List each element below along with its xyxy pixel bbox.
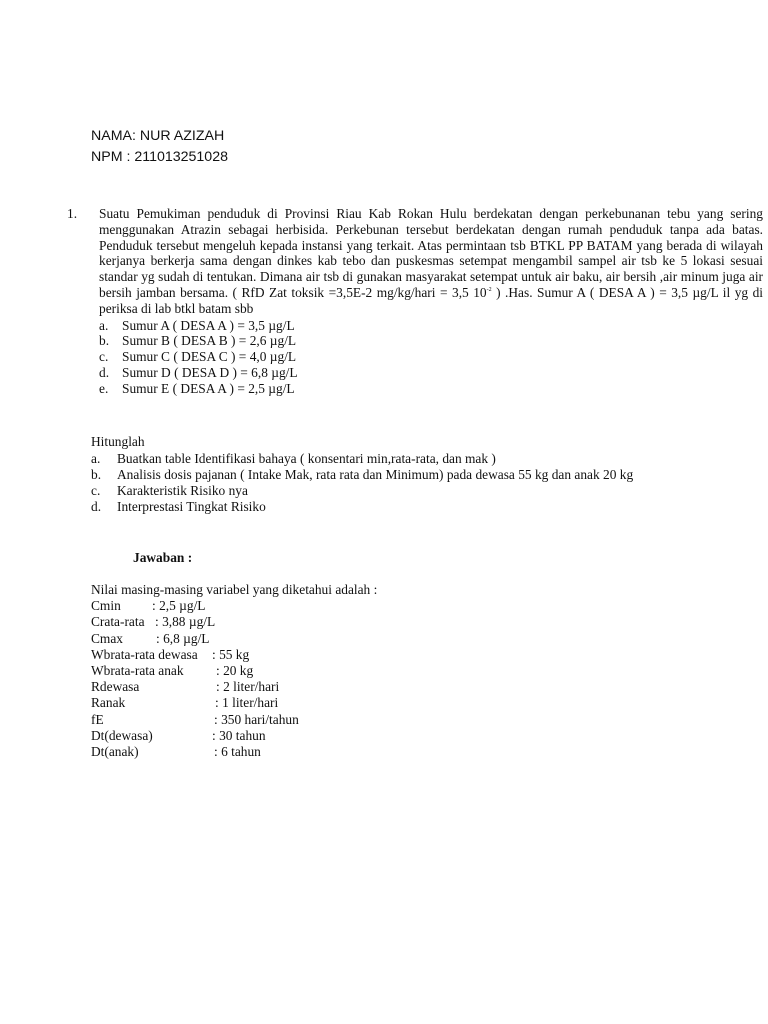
list-item [99,365,763,381]
variable-name: Cmin [91,598,121,614]
list-item [99,333,763,349]
variable-name: Dt(dewasa) [91,727,153,743]
list-item [99,318,763,334]
variable-row [91,744,377,760]
question-number: 1. [67,206,78,221]
variable-row [91,712,377,728]
list-item [91,483,691,499]
list-item [91,451,691,467]
variable-name: Crata-rata [91,614,145,630]
variable-name: fE [91,711,104,727]
variable-row [91,663,377,679]
list-item-label: a. [91,451,101,466]
list-item-label: b. [99,333,110,349]
list-item-text: Sumur B ( DESA B ) = 2,6 µg/L [122,333,297,349]
variable-row [91,631,377,647]
variable-row [91,614,377,630]
task-title: Hitunglah [91,434,145,449]
variable-value: : 2 liter/hari [216,679,280,695]
list-item-label: a. [99,317,109,333]
list-item-label: c. [91,483,101,498]
variable-value: : 55 kg [212,646,250,662]
variable-name: Cmax [91,630,123,646]
list-item-text: Karakteristik Risiko nya [117,483,248,498]
variable-value: : 350 hari/tahun [214,711,299,727]
list-item-label: c. [99,349,109,365]
task-section [91,434,691,515]
question-text-part2: ) .Has. Sumur A ( DESA A ) = 3,5 µg/L il yg di periksa di lab btkl batam sbb [99,284,763,316]
list-item-text: Sumur D ( DESA D ) = 6,8 µg/L [122,364,298,380]
list-item-text: Sumur E ( DESA A ) = 2,5 µg/L [122,380,295,396]
list-item [91,499,691,515]
question-text-part1: Suatu Pemukiman penduduk di Provinsi Riau Kab Rokan Hulu berdekatan dengan perkebunanan tebu yang sering menggunakan Atrazin sebagai herbisida. Perkebunan tersebut berdekatan dengan rumah penduduk tanpa ada batas. Penduduk tersebut mengeluh kepada instansi yang terkait. Atas permintaan tsb BTKL PP BATAM yang berada di wilayah kerjanya berkerja sama dengan dinkes kab tebo dan puskesmas setempat mengambil sampel air tsb ke 5 lokasi sesuai standar yg sudah di tentukan. Dimana air tsb di gunakan masyarakat setempat untuk air baku, air bersih ,air minum juga air bersih jamban bersama. ( RfD Zat toksik =3,5E-2 mg/kg/hari = 3,5 10 [99,206,763,300]
exponent: -2 [486,286,492,293]
student-header [91,126,228,168]
variable-row [91,728,377,744]
list-item [91,467,691,483]
variables-intro: Nilai masing-masing variabel yang diketahui adalah : [91,582,378,597]
list-item-label: d. [99,364,110,380]
variable-row [91,598,377,614]
well-sample-list [99,318,763,397]
variable-value: : 20 kg [216,662,254,678]
list-item-text: Analisis dosis pajanan ( Intake Mak, rata rata dan Minimum) pada dewasa 55 kg dan anak 20 kg [117,467,634,482]
list-item-label: d. [91,499,102,514]
variable-value: : 6 tahun [214,743,261,759]
variable-value: : 3,88 µg/L [155,614,216,630]
variable-value: : 30 tahun [212,727,266,743]
variable-name: Wbrata-rata anak [91,662,184,678]
variable-row [91,647,377,663]
list-item-label: b. [91,467,102,482]
variables-section [91,582,377,760]
list-item-text: Buatkan table Identifikasi bahaya ( konsentari min,rata-rata, dan mak ) [117,451,496,466]
list-item [99,381,763,397]
task-list [91,451,691,515]
variable-value: : 2,5 µg/L [152,598,206,614]
list-item-text: Sumur A ( DESA A ) = 3,5 µg/L [122,317,295,333]
answer-heading: Jawaban : [133,550,193,565]
variable-row [91,695,377,711]
variable-name: Wbrata-rata dewasa [91,646,198,662]
variable-value: : 6,8 µg/L [156,630,210,646]
variable-name: Rdewasa [91,679,140,695]
question-paragraph [99,206,763,317]
list-item-label: e. [99,380,109,396]
variable-name: Ranak [91,695,126,711]
list-item-text: Sumur C ( DESA C ) = 4,0 µg/L [122,349,297,365]
student-name: NAMA: NUR AZIZAH [91,128,225,144]
variable-name: Dt(anak) [91,743,139,759]
question-body [99,206,763,397]
student-npm: NPM : 211013251028 [91,149,228,165]
variable-value: : 1 liter/hari [215,695,279,711]
variable-row [91,679,377,695]
list-item-text: Interprestasi Tingkat Risiko [117,499,266,514]
list-item [99,349,763,365]
